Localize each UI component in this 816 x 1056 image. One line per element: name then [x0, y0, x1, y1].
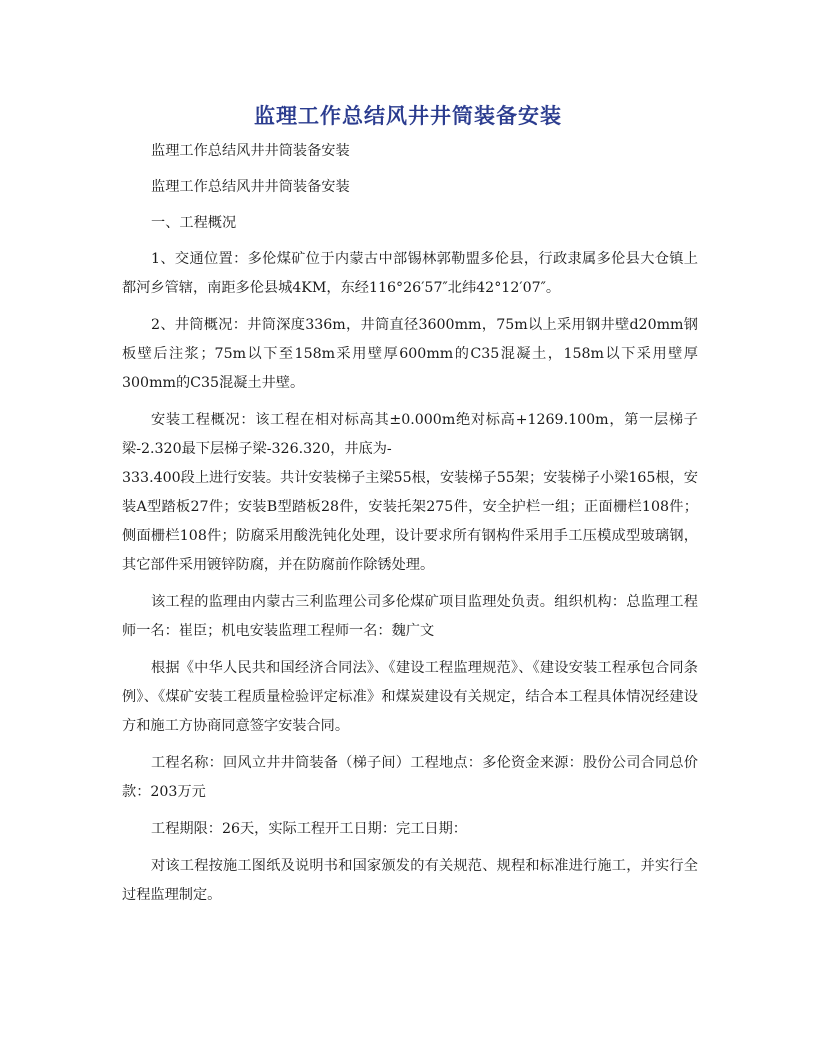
paragraph-shaft-overview: 2、井筒概况：井筒深度336m，井筒直径3600mm，75m以上采用钢井壁d20mm钢板壁后注浆；75m以下至158m采用壁厚600mm的C35混凝土，158m以下采用壁厚300mm的C35混凝土井壁。 — [122, 317, 698, 391]
paragraph-supervision-scope: 对该工程按施工图纸及说明书和国家颁发的有关规范、规程和标准进行施工，并实行全过程监理制定。 — [122, 858, 698, 903]
paragraph-installation-details: 333.400段上进行安装。共计安装梯子主梁55根，安装梯子55架；安装梯子小梁165根，安装A型踏板27件；安装B型踏板28件，安装托架275件，安全护栏一组；正面栅栏108件；侧面栅栏108件；防腐采用酸洗钝化处理，设计要求所有钢构件采用手工压模成型玻璃钢，其它部件采用镀锌防腐，并在防腐前作除锈处理。 — [122, 470, 698, 573]
paragraph-supervision-org: 该工程的监理由内蒙古三利监理公司多伦煤矿项目监理处负责。组织机构：总监理工程师一名：崔臣；机电安装监理工程师一名：魏广文 — [122, 594, 698, 639]
subtitle-line: 监理工作总结风井井筒装备安装 — [151, 179, 350, 195]
section-heading: 一、工程概况 — [151, 215, 237, 231]
subtitle-line: 监理工作总结风井井筒装备安装 — [151, 143, 350, 159]
document-body — [122, 137, 698, 918]
paragraph-location: 1、交通位置：多伦煤矿位于内蒙古中部锡林郭勒盟多伦县，行政隶属多伦县大仓镇上都河乡管辖，南距多伦县城4KM，东经116°26′57″北纬42°12′07″。 — [122, 251, 698, 296]
document-title: 监理工作总结风井井筒装备安装 — [254, 104, 562, 128]
paragraph-installation-overview: 安装工程概况：该工程在相对标高其±0.000m绝对标高+1269.100m，第一层梯子梁-2.320最下层梯子梁-326.320，井底为- — [122, 412, 698, 457]
paragraph-project-info: 工程名称：回风立井井筒装备（梯子间）工程地点：多伦资金来源：股份公司合同总价款：203万元 — [122, 755, 698, 800]
paragraph-legal-basis: 根据《中华人民共和国经济合同法》、《建设工程监理规范》、《建设安装工程承包合同条例》、《煤矿安装工程质量检验评定标准》和煤炭建设有关规定，结合本工程具体情况经建设方和施工方协商同意签字安装合同。 — [122, 660, 698, 734]
paragraph-schedule: 工程期限：26天，实际工程开工日期：完工日期： — [151, 821, 467, 837]
